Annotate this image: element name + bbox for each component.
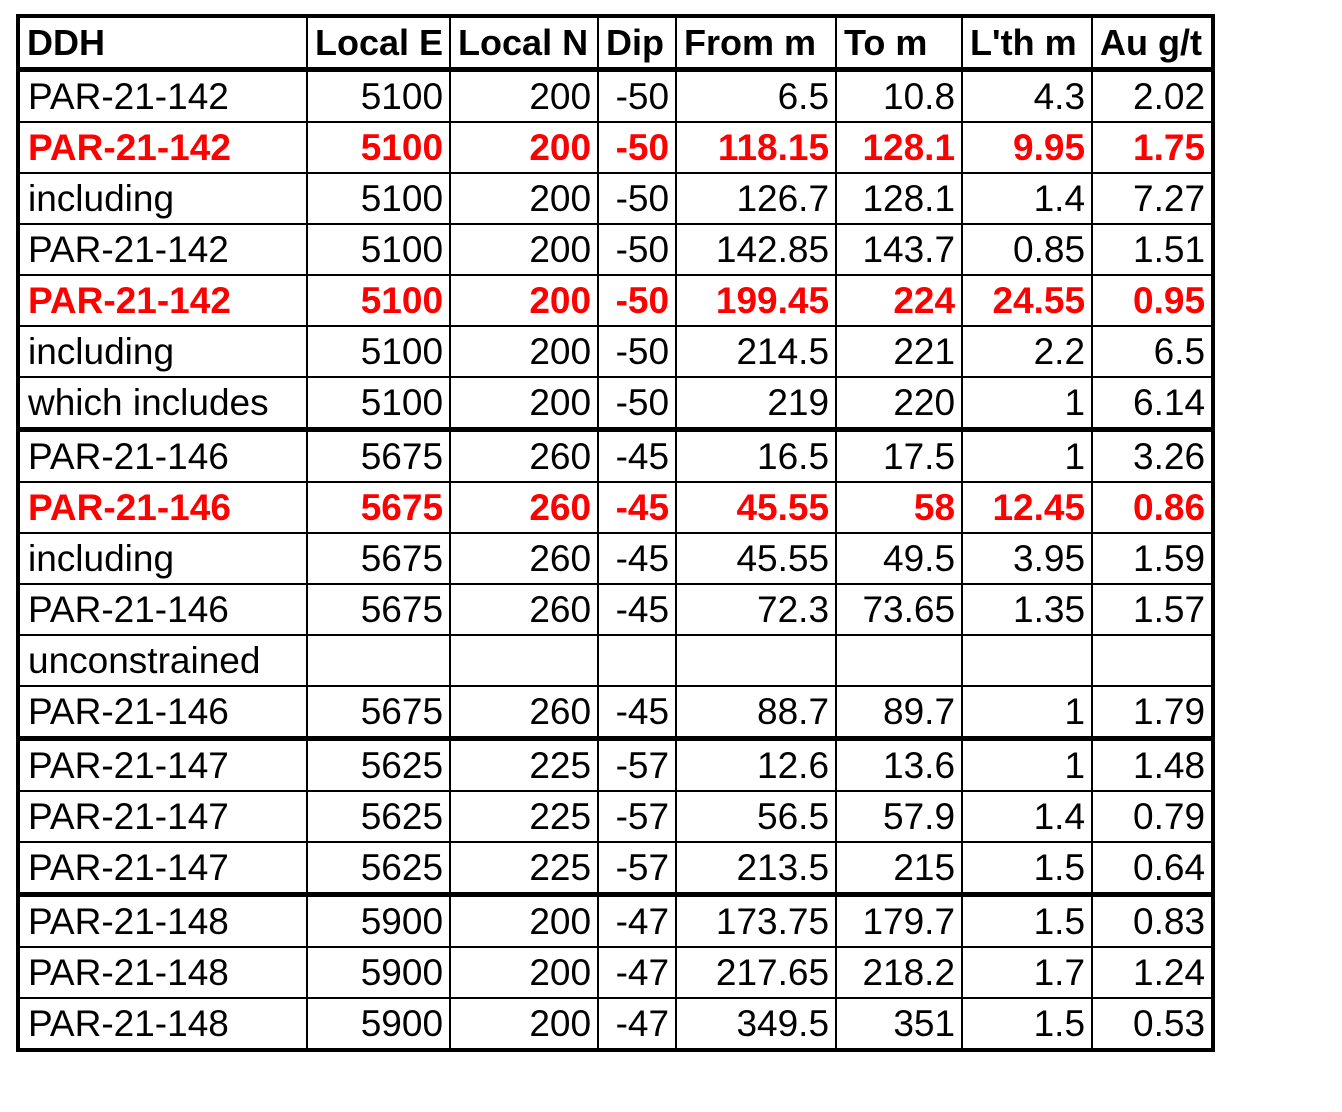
cell-local-n: 260 <box>450 482 598 533</box>
cell-from: 16.5 <box>676 430 836 483</box>
cell-ddh: PAR-21-147 <box>18 842 307 895</box>
cell-au-grade: 1.48 <box>1092 739 1213 792</box>
header-row <box>18 16 1213 70</box>
cell-ddh: PAR-21-147 <box>18 739 307 792</box>
cell-to: 179.7 <box>836 895 962 948</box>
cell-ddh: including <box>18 533 307 584</box>
cell-local-n: 260 <box>450 533 598 584</box>
cell-length: 1 <box>962 377 1092 430</box>
cell-dip: -47 <box>598 947 676 998</box>
header-au-grade: Au g/t <box>1092 16 1213 70</box>
cell-local-n: 260 <box>450 584 598 635</box>
cell-from: 118.15 <box>676 122 836 173</box>
cell-to: 218.2 <box>836 947 962 998</box>
cell-dip: -50 <box>598 377 676 430</box>
cell-local-n: 200 <box>450 122 598 173</box>
cell-length: 1.5 <box>962 895 1092 948</box>
cell-from: 219 <box>676 377 836 430</box>
table-row <box>18 70 1213 123</box>
cell-length: 1.5 <box>962 842 1092 895</box>
cell-dip: -57 <box>598 842 676 895</box>
cell-to: 10.8 <box>836 70 962 123</box>
cell-length: 4.3 <box>962 70 1092 123</box>
cell-au-grade: 0.86 <box>1092 482 1213 533</box>
cell-au-grade: 0.64 <box>1092 842 1213 895</box>
cell-to: 143.7 <box>836 224 962 275</box>
cell-dip: -45 <box>598 584 676 635</box>
drill-results-table <box>16 14 1215 1052</box>
cell-au-grade: 1.59 <box>1092 533 1213 584</box>
cell-dip: -57 <box>598 791 676 842</box>
cell-au-grade: 1.24 <box>1092 947 1213 998</box>
cell-length: 1 <box>962 430 1092 483</box>
cell-local-n: 200 <box>450 895 598 948</box>
cell-local-n: 200 <box>450 173 598 224</box>
cell-local-n: 225 <box>450 842 598 895</box>
cell-from: 173.75 <box>676 895 836 948</box>
cell-au-grade: 1.51 <box>1092 224 1213 275</box>
cell-local-n <box>450 635 598 686</box>
cell-au-grade: 6.14 <box>1092 377 1213 430</box>
cell-from: 12.6 <box>676 739 836 792</box>
cell-ddh: which includes <box>18 377 307 430</box>
cell-dip <box>598 635 676 686</box>
cell-au-grade <box>1092 635 1213 686</box>
cell-to: 221 <box>836 326 962 377</box>
cell-dip: -47 <box>598 998 676 1050</box>
cell-dip: -45 <box>598 686 676 739</box>
cell-from: 214.5 <box>676 326 836 377</box>
cell-local-e: 5675 <box>307 430 450 483</box>
cell-ddh: including <box>18 173 307 224</box>
cell-local-e: 5900 <box>307 998 450 1050</box>
cell-length: 24.55 <box>962 275 1092 326</box>
cell-from <box>676 635 836 686</box>
cell-local-e: 5625 <box>307 739 450 792</box>
table-row <box>18 122 1213 173</box>
cell-local-e: 5100 <box>307 70 450 123</box>
cell-dip: -47 <box>598 895 676 948</box>
cell-ddh: PAR-21-148 <box>18 895 307 948</box>
table-row <box>18 533 1213 584</box>
cell-ddh: PAR-21-148 <box>18 998 307 1050</box>
cell-length: 0.85 <box>962 224 1092 275</box>
header-local-e: Local E <box>307 16 450 70</box>
cell-from: 45.55 <box>676 482 836 533</box>
header-ddh: DDH <box>18 16 307 70</box>
cell-to: 220 <box>836 377 962 430</box>
cell-local-e: 5100 <box>307 326 450 377</box>
cell-to: 13.6 <box>836 739 962 792</box>
cell-ddh: PAR-21-146 <box>18 686 307 739</box>
cell-au-grade: 0.95 <box>1092 275 1213 326</box>
cell-dip: -50 <box>598 122 676 173</box>
cell-local-e: 5675 <box>307 584 450 635</box>
cell-au-grade: 0.83 <box>1092 895 1213 948</box>
cell-ddh: unconstrained <box>18 635 307 686</box>
table-row <box>18 482 1213 533</box>
table-row <box>18 947 1213 998</box>
cell-local-e: 5625 <box>307 842 450 895</box>
table-row <box>18 430 1213 483</box>
cell-length: 1.4 <box>962 173 1092 224</box>
cell-to: 351 <box>836 998 962 1050</box>
cell-ddh: PAR-21-142 <box>18 70 307 123</box>
cell-from: 217.65 <box>676 947 836 998</box>
cell-local-n: 200 <box>450 70 598 123</box>
cell-au-grade: 0.79 <box>1092 791 1213 842</box>
cell-from: 45.55 <box>676 533 836 584</box>
cell-ddh: PAR-21-146 <box>18 430 307 483</box>
header-local-n: Local N <box>450 16 598 70</box>
cell-ddh: PAR-21-147 <box>18 791 307 842</box>
cell-to: 128.1 <box>836 122 962 173</box>
cell-ddh: PAR-21-142 <box>18 275 307 326</box>
cell-length: 1.7 <box>962 947 1092 998</box>
cell-local-e: 5100 <box>307 122 450 173</box>
cell-ddh: PAR-21-142 <box>18 122 307 173</box>
cell-local-e: 5900 <box>307 895 450 948</box>
cell-from: 56.5 <box>676 791 836 842</box>
cell-au-grade: 3.26 <box>1092 430 1213 483</box>
cell-local-e: 5100 <box>307 224 450 275</box>
cell-dip: -50 <box>598 326 676 377</box>
cell-local-e: 5675 <box>307 533 450 584</box>
table-row <box>18 739 1213 792</box>
cell-length: 1.5 <box>962 998 1092 1050</box>
cell-to: 17.5 <box>836 430 962 483</box>
cell-local-n: 200 <box>450 377 598 430</box>
cell-length: 2.2 <box>962 326 1092 377</box>
cell-local-e: 5100 <box>307 275 450 326</box>
cell-local-e: 5900 <box>307 947 450 998</box>
table-row <box>18 842 1213 895</box>
cell-from: 349.5 <box>676 998 836 1050</box>
header-to: To m <box>836 16 962 70</box>
cell-to: 89.7 <box>836 686 962 739</box>
cell-local-e: 5675 <box>307 482 450 533</box>
cell-from: 142.85 <box>676 224 836 275</box>
cell-au-grade: 0.53 <box>1092 998 1213 1050</box>
cell-au-grade: 1.75 <box>1092 122 1213 173</box>
cell-local-n: 260 <box>450 430 598 483</box>
cell-dip: -50 <box>598 173 676 224</box>
cell-length: 1.35 <box>962 584 1092 635</box>
table-row <box>18 584 1213 635</box>
table-body <box>18 70 1213 1051</box>
cell-to: 224 <box>836 275 962 326</box>
cell-length: 1 <box>962 686 1092 739</box>
table-row <box>18 686 1213 739</box>
cell-dip: -57 <box>598 739 676 792</box>
table-row <box>18 377 1213 430</box>
cell-dip: -45 <box>598 430 676 483</box>
cell-local-n: 200 <box>450 224 598 275</box>
cell-to: 215 <box>836 842 962 895</box>
header-dip: Dip <box>598 16 676 70</box>
header-length: L'th m <box>962 16 1092 70</box>
cell-local-n: 200 <box>450 947 598 998</box>
cell-length: 3.95 <box>962 533 1092 584</box>
table-row <box>18 173 1213 224</box>
cell-to: 73.65 <box>836 584 962 635</box>
cell-local-n: 225 <box>450 739 598 792</box>
table-row <box>18 895 1213 948</box>
cell-to: 58 <box>836 482 962 533</box>
cell-from: 6.5 <box>676 70 836 123</box>
cell-au-grade: 2.02 <box>1092 70 1213 123</box>
table-row <box>18 326 1213 377</box>
table-row <box>18 224 1213 275</box>
cell-local-e <box>307 635 450 686</box>
cell-from: 213.5 <box>676 842 836 895</box>
cell-to: 49.5 <box>836 533 962 584</box>
cell-to: 128.1 <box>836 173 962 224</box>
cell-au-grade: 7.27 <box>1092 173 1213 224</box>
table-row <box>18 635 1213 686</box>
cell-local-n: 225 <box>450 791 598 842</box>
cell-ddh: PAR-21-146 <box>18 482 307 533</box>
cell-au-grade: 1.79 <box>1092 686 1213 739</box>
cell-local-n: 200 <box>450 326 598 377</box>
table-row <box>18 791 1213 842</box>
cell-from: 126.7 <box>676 173 836 224</box>
drill-results-table-container <box>16 14 1215 1052</box>
cell-to <box>836 635 962 686</box>
cell-ddh: PAR-21-146 <box>18 584 307 635</box>
cell-length: 12.45 <box>962 482 1092 533</box>
cell-length <box>962 635 1092 686</box>
cell-ddh: PAR-21-148 <box>18 947 307 998</box>
cell-length: 1.4 <box>962 791 1092 842</box>
cell-local-n: 200 <box>450 998 598 1050</box>
cell-dip: -45 <box>598 533 676 584</box>
cell-local-e: 5625 <box>307 791 450 842</box>
cell-ddh: including <box>18 326 307 377</box>
cell-length: 9.95 <box>962 122 1092 173</box>
cell-au-grade: 1.57 <box>1092 584 1213 635</box>
cell-dip: -50 <box>598 70 676 123</box>
cell-dip: -50 <box>598 224 676 275</box>
cell-length: 1 <box>962 739 1092 792</box>
cell-local-e: 5675 <box>307 686 450 739</box>
cell-au-grade: 6.5 <box>1092 326 1213 377</box>
cell-from: 88.7 <box>676 686 836 739</box>
cell-to: 57.9 <box>836 791 962 842</box>
header-from: From m <box>676 16 836 70</box>
cell-ddh: PAR-21-142 <box>18 224 307 275</box>
cell-local-e: 5100 <box>307 173 450 224</box>
table-row <box>18 998 1213 1050</box>
cell-local-e: 5100 <box>307 377 450 430</box>
cell-local-n: 200 <box>450 275 598 326</box>
cell-local-n: 260 <box>450 686 598 739</box>
cell-dip: -45 <box>598 482 676 533</box>
cell-from: 72.3 <box>676 584 836 635</box>
cell-dip: -50 <box>598 275 676 326</box>
cell-from: 199.45 <box>676 275 836 326</box>
table-row <box>18 275 1213 326</box>
